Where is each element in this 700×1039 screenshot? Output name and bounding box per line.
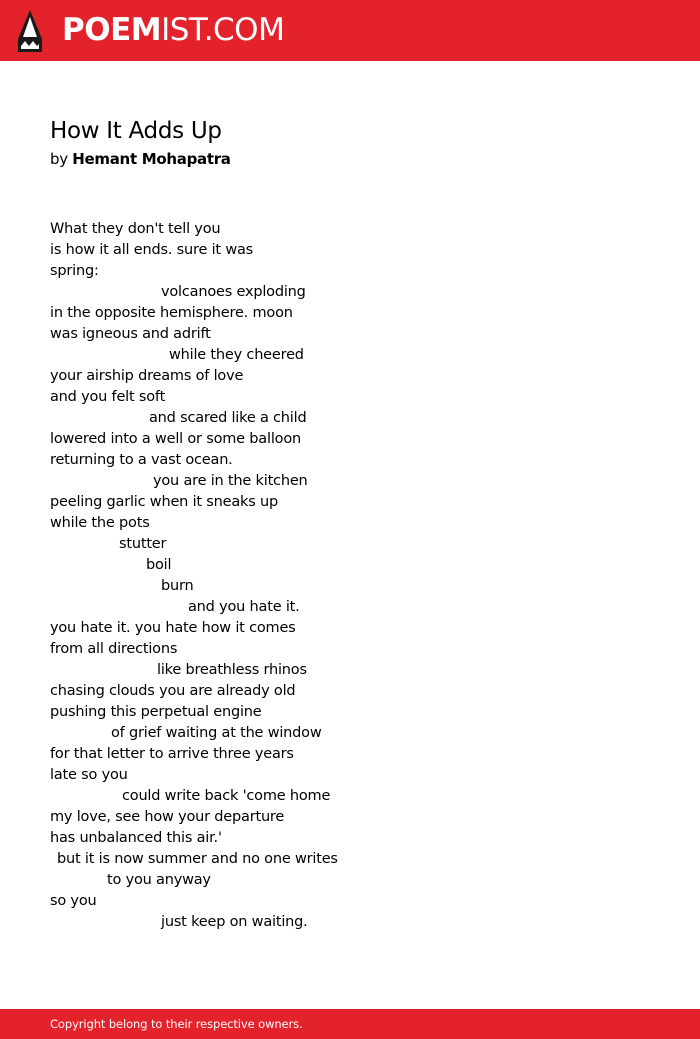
logo-light-text: IST.COM [161, 12, 285, 48]
poem-line: your airship dreams of love [50, 368, 244, 384]
poem-author: Hemant Mohapatra [72, 150, 231, 168]
poem-line: volcanoes exploding [161, 284, 306, 300]
poem-line: peeling garlic when it sneaks up [50, 494, 278, 510]
poem-line: from all directions [50, 641, 178, 657]
poem-line: and you felt soft [50, 389, 166, 405]
poem-line: to you anyway [107, 872, 211, 888]
poem-byline [50, 149, 231, 169]
poem-line: while they cheered [169, 347, 304, 363]
copyright-notice: Copyright belong to their respective owners. [50, 1017, 303, 1031]
pencil-tip-icon [17, 9, 43, 53]
poem-line: my love, see how your departure [50, 809, 285, 825]
site-logo[interactable] [62, 12, 284, 48]
poem-line: and scared like a child [149, 410, 307, 426]
poem-body [50, 219, 338, 933]
byline-label: by [50, 150, 68, 168]
poem-line: so you [50, 893, 97, 909]
poem-line: is how it all ends. sure it was [50, 242, 254, 258]
poem-line: returning to a vast ocean. [50, 452, 233, 468]
poem-line: you are in the kitchen [153, 473, 308, 489]
poem-line: could write back 'come home [122, 788, 331, 804]
poem-line: in the opposite hemisphere. moon [50, 305, 293, 321]
poem-line: pushing this perpetual engine [50, 704, 262, 720]
poem-line: while the pots [50, 515, 150, 531]
poem-line: was igneous and adrift [50, 326, 211, 342]
poem-line: and you hate it. [188, 599, 300, 615]
poem-line: burn [161, 578, 194, 594]
poem-line: lowered into a well or some balloon [50, 431, 301, 447]
site-footer [0, 1009, 700, 1039]
poem-line: spring: [50, 263, 99, 279]
poem-line: late so you [50, 767, 128, 783]
poem-line: What they don't tell you [50, 221, 221, 237]
poem-line: like breathless rhinos [157, 662, 307, 678]
poem-line: has unbalanced this air.' [50, 830, 222, 846]
poem-line: boil [146, 557, 172, 573]
poem-line: you hate it. you hate how it comes [50, 620, 296, 636]
logo-bold-text: POEM [62, 12, 162, 48]
poem-line: just keep on waiting. [161, 914, 308, 930]
poem-line: stutter [119, 536, 167, 552]
site-header [0, 0, 700, 61]
poem-line: chasing clouds you are already old [50, 683, 296, 699]
poem-line: but it is now summer and no one writes [57, 851, 338, 867]
poem-line: for that letter to arrive three years [50, 746, 294, 762]
poem-line: of grief waiting at the window [111, 725, 322, 741]
poem-title: How It Adds Up [50, 118, 222, 144]
